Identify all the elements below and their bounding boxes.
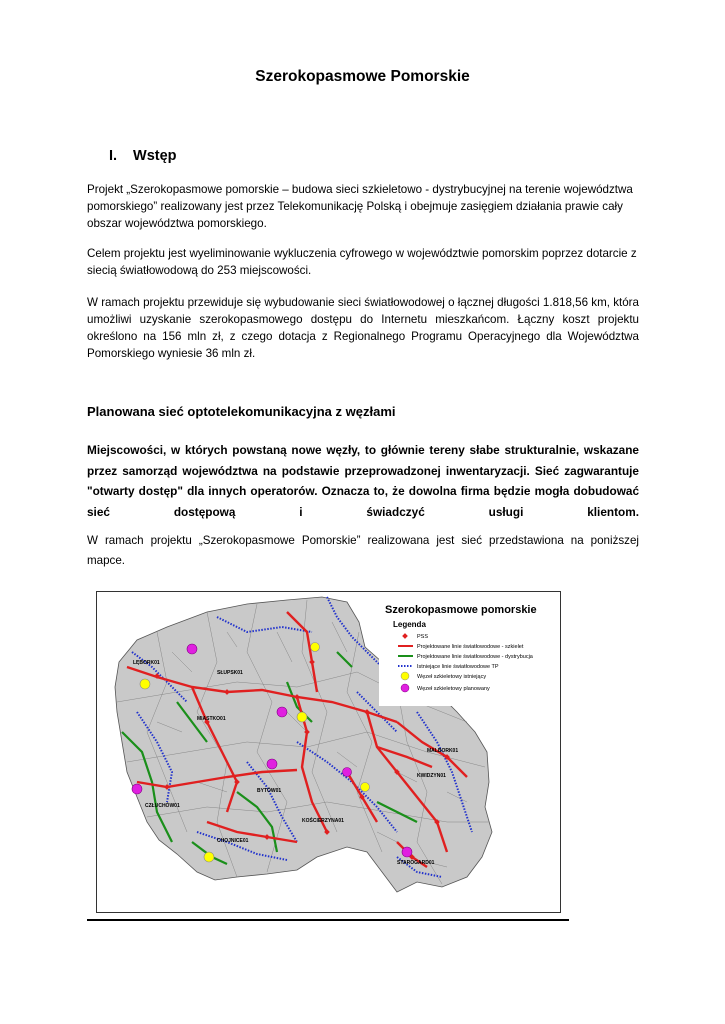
bottom-rule [87,919,569,921]
map-legend [379,598,555,706]
legend-item-distribution [398,654,534,660]
svg-text:PSS: PSS [417,634,429,640]
svg-text:Projektowane linie światłowodo: Projektowane linie światłowodowe - dystrybucja [417,654,533,660]
town-label: MIASTKO01 [197,716,226,722]
paragraph-goal: Celem projektu jest wyeliminowanie wykluczenia cyfrowego w województwie pomorskim poprzez dotarcie z siecią światłowodową do 253 miejscowości. [87,247,637,277]
town-label: LĘBORK01 [133,660,160,666]
section-title: Wstęp [133,148,177,164]
legend-title: Legenda [393,620,426,629]
paragraph-intro: Projekt „Szerokopasmowe pomorskie – budowa sieci szkieletowo - dystrybucyjnej na terenie województwa pomorskiego” realizowany jest przez Telekomunikację Polską i obejmuje zasięgiem działania prawie cały obszar województwa pomorskiego. [87,183,633,230]
network-map-svg [97,592,560,912]
town-label: CHOJNICE01 [217,838,249,844]
svg-text:Istniejące linie światłowodowe: Istniejące linie światłowodowe TP [417,664,499,670]
paragraph-scope: W ramach projektu przewiduje się wybudowanie sieci światłowodowej o łącznej długości 1.818,56 km, która umożliwi uzyskanie szerokopasmowego dostępu do Internetu mieszkańcom. Łączny koszt projektu określono na 156 mln zł, z czego dotacja z Regionalnego Programu Operacyjnego dla Województwa Pomorskiego wyniesie 36 mln zł. [87,296,639,360]
town-label: KOŚCIERZYNA01 [302,818,344,824]
town-label: CZŁUCHÓW01 [145,803,180,809]
svg-text:Węzeł szkieletowy istniejący: Węzeł szkieletowy istniejący [417,674,487,680]
svg-text:Projektowane linie światłowodo: Projektowane linie światłowodowe - szkielet [417,644,524,650]
town-label: MALBORK01 [427,748,459,754]
town-label: SŁUPSK01 [217,670,243,676]
town-label: STAROGARD01 [397,860,435,866]
subheading: Planowana sieć optotelekomunikacyjna z węzłami [87,404,396,419]
paragraph-map-intro: W ramach projektu „Szerokopasmowe Pomorskie” realizowana jest sieć przedstawiona na poniższej mapce. [87,534,639,567]
legend-item-backbone [398,644,524,650]
section-number: I. [109,148,118,164]
svg-text:Węzeł szkieletowy planowany: Węzeł szkieletowy planowany [417,686,490,692]
section-heading [109,148,177,164]
town-label: BYTÓW01 [257,788,282,794]
town-label: KWIDZYN01 [417,773,446,779]
map-title: Szerokopasmowe pomorskie [385,604,537,616]
document-title: Szerokopasmowe Pomorskie [255,68,470,85]
paragraph-nodes: Miejscowości, w których powstaną nowe węzły, to głównie tereny słabe strukturalnie, wskazane przez samorząd województwa na podstawie przeprowadzonej inwentaryzacji. Sieć zagwarantuje "otwarty dostęp" dla innych operatorów. Oznacza to, że dowolna firma będzie mogła dobudować sieć dostępową i świadczyć usługi klientom. [87,443,639,519]
network-map [96,591,561,913]
